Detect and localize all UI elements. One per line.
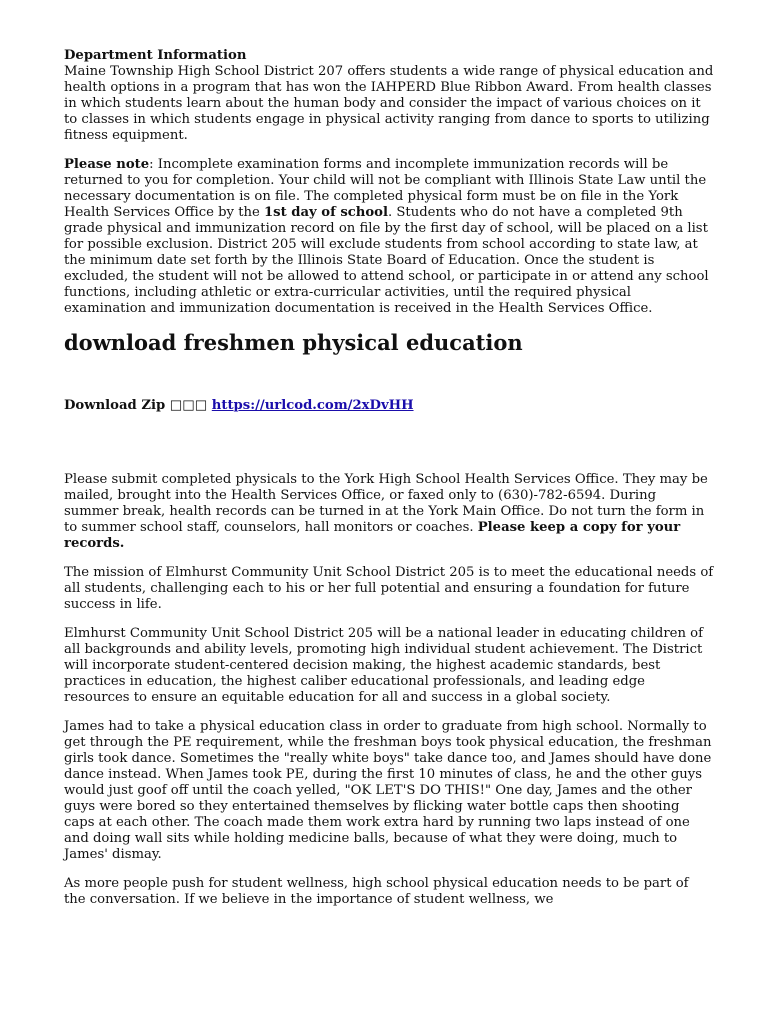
submit-text: Please submit completed physicals to the York High School Health Services Office. They may be mailed, brought into the Health Services Office, or faxed only to (630)-782-6594. During summer break, health records can be turned in at the York Main Office. Do not turn the form in to summer school staff, counselors, hall monitors or coaches. bbox=[64, 472, 708, 535]
missing-glyph-icon: □□□ bbox=[169, 398, 208, 413]
department-title: Department Information bbox=[64, 48, 247, 63]
department-section bbox=[64, 48, 714, 144]
please-note-paragraph bbox=[64, 157, 714, 317]
document-page bbox=[64, 48, 714, 921]
submit-physicals-paragraph bbox=[64, 472, 714, 552]
james-paragraph: James had to take a physical education class in order to graduate from high school. Normally to get through the PE requirement, while the freshman boys took physical education, the freshman girls took dance. Sometimes the "really white boys" take dance too, and James should have done dance instead. When James took PE, during the first 10 minutes of class, he and the other guys would just goof off until the coach yelled, "OK LET'S DO THIS!" One day, James and the other guys were bored so they entertained themselves by flicking water bottle caps then shooting caps at each other. The coach made them work extra hard by running two laps instead of one and doing wall sits while holding medicine balls, because of what they were doing, much to James' dismay. bbox=[64, 719, 712, 862]
download-line bbox=[64, 398, 714, 414]
first-day-emphasis: 1st day of school bbox=[263, 205, 388, 220]
page-heading: download freshmen physical education bbox=[64, 330, 523, 355]
please-note-text-1: : Incomplete examination forms and incomplete immunization records will be returned to you for completion. Your child will not be compliant with Illinois State Law until the necessary documentation is on file. The completed physical form must be on file in the York Health Services Office by the bbox=[64, 157, 707, 220]
department-body: Maine Township High School District 207 offers students a wide range of physical education and health options in a program that has won the IAHPERD Blue Ribbon Award. From health classes in which students learn about the human body and consider the impact of various choices on it to classes in which students engage in physical activity ranging from dance to sports to utilizing fitness equipment. bbox=[64, 64, 714, 143]
wellness-paragraph: As more people push for student wellness, high school physical education needs to be part of the conversation. If we believe in the importance of student wellness, we bbox=[64, 876, 689, 907]
please-note-text-2: . Students who do not have a completed 9th grade physical and immunization record on file by the first day of school, will be placed on a list for possible exclusion. District 205 will exclude students from school according to state law, at the minimum date set forth by the Illinois State Board of Education. Once the student is excluded, the student will not be allowed to attend school, or participate in or attend any school functions, including athletic or extra-curricular activities, until the required physical examination and immunization documentation is received in the Health Services Office. bbox=[64, 205, 709, 316]
vision-paragraph: Elmhurst Community Unit School District 205 will be a national leader in educating children of all backgrounds and ability levels, promoting high individual student achievement. The District will incorporate student-centered decision making, the highest academic standards, best practices in education, the highest caliber educational professionals, and leading edge resources to ensure an equitable education for all and success in a global society. bbox=[64, 626, 703, 705]
download-link[interactable]: https://urlcod.com/2xDvHH bbox=[211, 398, 414, 413]
download-zip-label: Download Zip bbox=[64, 398, 166, 413]
keep-copy-emphasis: Please keep a copy for your records. bbox=[64, 520, 681, 551]
please-note-label: Please note bbox=[64, 157, 150, 172]
mission-paragraph: The mission of Elmhurst Community Unit School District 205 is to meet the educational needs of all students, challenging each to his or her full potential and ensuring a foundation for future success in life. bbox=[64, 565, 714, 612]
